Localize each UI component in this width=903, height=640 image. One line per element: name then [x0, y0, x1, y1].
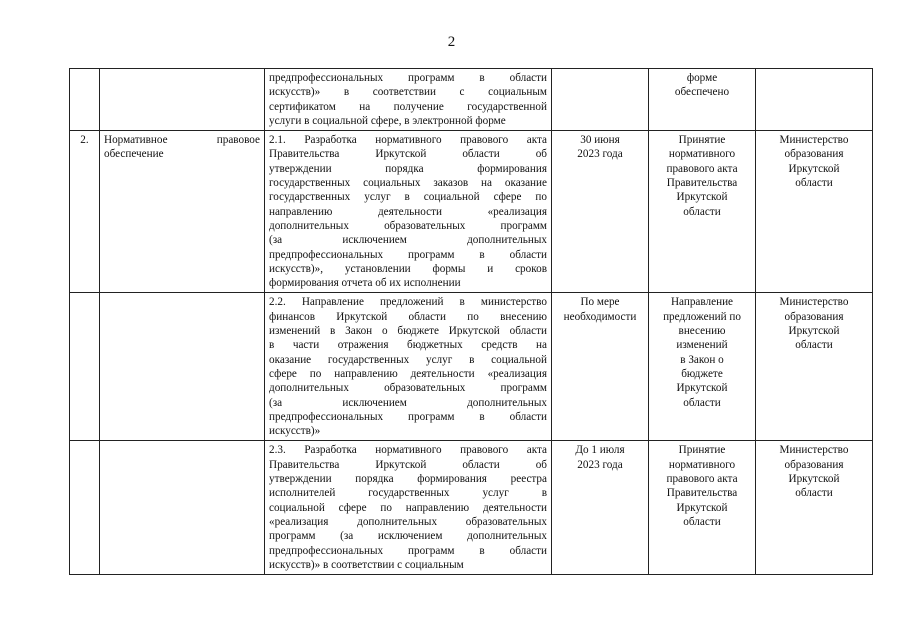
task-line: искусств)» в соответствии с социальным	[269, 86, 547, 99]
result-line: нормативного	[668, 458, 736, 471]
plan-table	[69, 68, 873, 575]
deadline-line: необходимости	[563, 310, 637, 323]
deadline-cell	[552, 441, 649, 575]
result-line: обеспечено	[674, 86, 730, 99]
result-line: внесению	[678, 325, 726, 338]
responsible-cell	[756, 441, 873, 575]
responsible-cell	[756, 293, 873, 441]
responsible-line: Иркутской	[788, 162, 840, 175]
result-line: Правительства	[666, 177, 738, 190]
responsible-line: Министерство	[779, 444, 849, 457]
deadline-cell	[552, 293, 649, 441]
task-line: Правительства Иркутской области об	[269, 148, 547, 161]
task-line: предпрофессиональных программ в области	[269, 248, 547, 261]
task-line: 2.3. Разработка нормативного правового акта	[269, 444, 547, 457]
task-cell	[265, 69, 552, 131]
task-line: (за исключением дополнительных	[269, 396, 547, 409]
result-line: Иркутской	[676, 501, 728, 514]
task-line: изменений в Закон о бюджете Иркутской области	[269, 325, 547, 338]
result-line: Направление	[670, 296, 734, 309]
row-number: 2.	[80, 134, 89, 147]
table-row	[70, 131, 873, 293]
result-line: предложений по	[663, 310, 741, 323]
task-line: направлению деятельности «реализация	[269, 205, 547, 218]
area-cell	[100, 131, 265, 293]
responsible-line: образования	[784, 148, 844, 161]
row-number-cell	[70, 131, 100, 293]
task-line: искусств)» в соответствии с социальным	[269, 558, 464, 571]
responsible-line: области	[795, 339, 833, 352]
row-number-cell	[70, 293, 100, 441]
responsible-line: области	[795, 487, 833, 500]
task-line: оказание государственных услуг в социальной	[269, 353, 547, 366]
task-line: дополнительных образовательных программ	[269, 382, 547, 395]
responsible-line: образования	[784, 310, 844, 323]
plan-table-body	[70, 69, 873, 575]
task-line: 2.1. Разработка нормативного правового акта	[269, 134, 547, 147]
deadline-line: До 1 июля	[575, 444, 625, 457]
task-line: утверждении порядка формирования	[269, 162, 547, 175]
task-cell	[265, 293, 552, 441]
result-line: в Закон о	[680, 353, 724, 366]
task-line: сертификатом на получение государственной	[269, 100, 547, 113]
responsible-line: Министерство	[779, 134, 849, 147]
task-line: программ (за исключением дополнительных	[269, 530, 547, 543]
responsible-line: Министерство	[779, 296, 849, 309]
result-line: области	[683, 396, 721, 409]
area-cell	[100, 441, 265, 575]
task-line: исполнителей государственных услуг в	[269, 487, 547, 500]
table-row	[70, 293, 873, 441]
task-line: дополнительных образовательных программ	[269, 219, 547, 232]
task-line: предпрофессиональных программ в области	[269, 544, 547, 557]
result-line: правового акта	[666, 162, 738, 175]
area-text: Нормативное правовое обеспечение	[104, 134, 260, 161]
task-line: искусств)», установлении формы и сроков	[269, 262, 547, 275]
task-line: утверждении порядка формирования реестра	[269, 473, 547, 486]
task-line: (за исключением дополнительных	[269, 234, 547, 247]
result-line: бюджете	[681, 367, 723, 380]
result-line: правового акта	[666, 473, 738, 486]
table-row	[70, 69, 873, 131]
task-line: социальной сфере по направлению деятельности	[269, 501, 547, 514]
deadline-cell	[552, 69, 649, 131]
result-cell	[649, 131, 756, 293]
deadline-line: 2023 года	[577, 458, 623, 471]
task-line: Правительства Иркутской области об	[269, 458, 547, 471]
deadline-line: 30 июня	[580, 134, 620, 147]
responsible-cell	[756, 69, 873, 131]
result-line: Иркутской	[676, 382, 728, 395]
result-line: Правительства	[666, 487, 738, 500]
result-cell	[649, 69, 756, 131]
result-cell	[649, 441, 756, 575]
result-line: нормативного	[668, 148, 736, 161]
task-line: 2.2. Направление предложений в министерство	[269, 296, 547, 309]
result-line: изменений	[676, 339, 728, 352]
deadline-cell	[552, 131, 649, 293]
task-line: «реализация дополнительных образовательных	[269, 515, 547, 528]
responsible-line: Иркутской	[788, 325, 840, 338]
task-line: сфере по направлению деятельности «реализация	[269, 367, 547, 380]
responsible-cell	[756, 131, 873, 293]
row-number-cell	[70, 69, 100, 131]
task-line: государственных социальных заказов на оказание	[269, 177, 547, 190]
task-line: предпрофессиональных программ в области	[269, 72, 547, 84]
task-cell	[265, 441, 552, 575]
task-line: в части отражения бюджетных средств на	[269, 339, 547, 352]
deadline-line: По мере	[580, 296, 620, 309]
row-number-cell	[70, 441, 100, 575]
result-line: Иркутской	[676, 191, 728, 204]
responsible-line: образования	[784, 458, 844, 471]
task-line: услуги в социальной сфере, в электронной форме	[269, 114, 506, 127]
deadline-line: 2023 года	[577, 148, 623, 161]
task-line: государственных услуг в социальной сфере по	[269, 191, 547, 204]
result-line: Принятие	[678, 134, 726, 147]
task-line: формирования отчета об их исполнении	[269, 277, 461, 290]
task-line: предпрофессиональных программ в области	[269, 410, 547, 423]
deadline-line-empty	[556, 71, 644, 85]
result-line: Принятие	[678, 444, 726, 457]
page-number: 2	[447, 34, 456, 50]
responsible-line-empty	[760, 71, 868, 85]
task-line: искусств)»	[269, 425, 321, 438]
task-cell	[265, 131, 552, 293]
responsible-line: Иркутской	[788, 473, 840, 486]
result-line: области	[683, 205, 721, 218]
area-cell	[100, 69, 265, 131]
area-cell	[100, 293, 265, 441]
result-line: форме	[686, 72, 718, 84]
task-line: финансов Иркутской области по внесению	[269, 310, 547, 323]
result-line: области	[683, 515, 721, 528]
table-row	[70, 441, 873, 575]
result-cell	[649, 293, 756, 441]
responsible-line: области	[795, 177, 833, 190]
